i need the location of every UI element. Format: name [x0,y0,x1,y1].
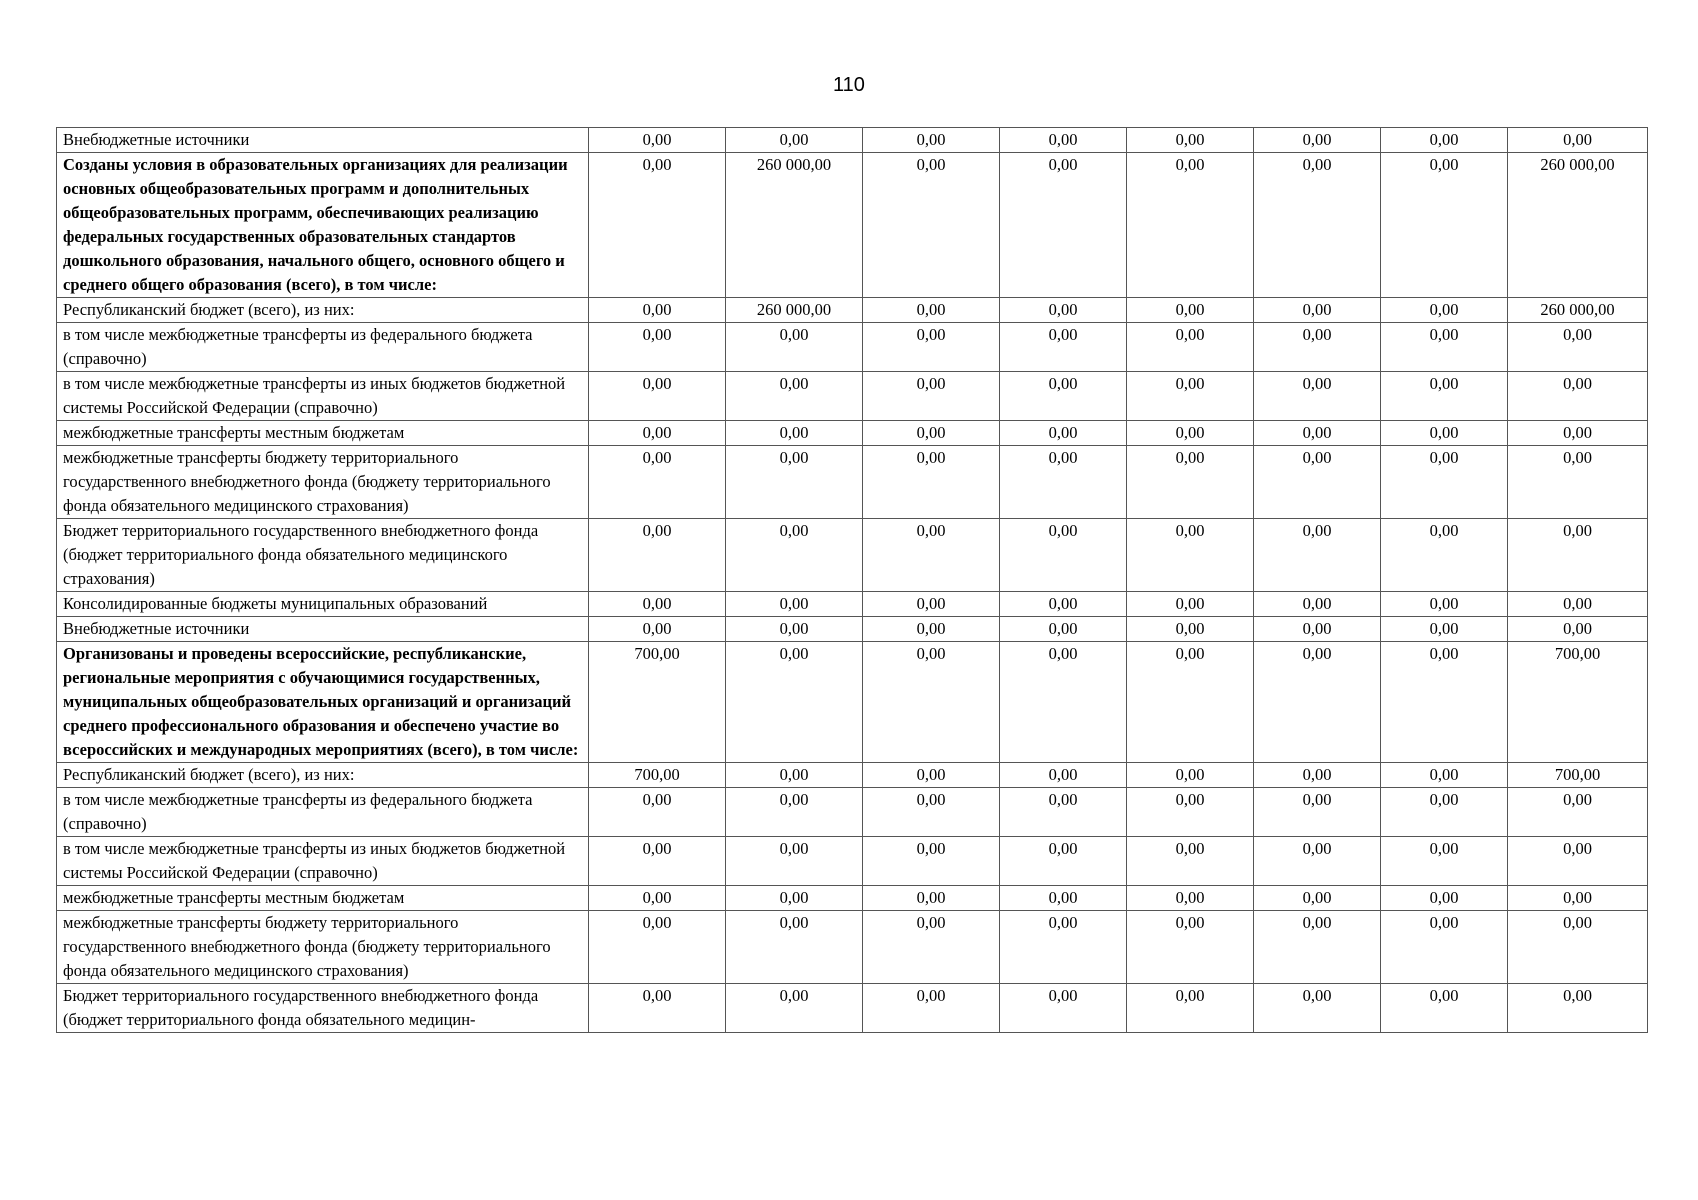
value-cell: 0,00 [1254,372,1381,421]
value-cell: 0,00 [726,372,863,421]
value-cell: 0,00 [1508,788,1648,837]
value-cell: 0,00 [1127,617,1254,642]
row-label: в том числе межбюджетные трансферты из иных бюджетов бюджетной системы Российской Федерации (справочно) [57,837,589,886]
value-cell: 0,00 [1381,984,1508,1033]
value-cell: 0,00 [1000,617,1127,642]
value-cell: 0,00 [863,886,1000,911]
value-cell: 0,00 [863,911,1000,984]
value-cell: 0,00 [589,298,726,323]
value-cell: 0,00 [1381,446,1508,519]
page-number: 110 [833,74,865,96]
value-cell: 0,00 [1381,519,1508,592]
value-cell: 0,00 [1254,153,1381,298]
value-cell: 0,00 [1127,837,1254,886]
table-row [57,298,1648,323]
value-cell: 0,00 [1000,153,1127,298]
value-cell: 0,00 [1381,763,1508,788]
value-cell: 0,00 [726,886,863,911]
value-cell: 0,00 [1000,763,1127,788]
table-row [57,911,1648,984]
value-cell: 0,00 [1127,153,1254,298]
value-cell: 0,00 [1381,642,1508,763]
value-cell: 0,00 [1127,592,1254,617]
value-cell: 0,00 [1000,984,1127,1033]
value-cell: 0,00 [1508,519,1648,592]
value-cell: 0,00 [726,984,863,1033]
value-cell: 0,00 [589,592,726,617]
value-cell: 0,00 [1000,323,1127,372]
value-cell: 0,00 [1381,323,1508,372]
value-cell: 0,00 [726,642,863,763]
value-cell: 0,00 [863,763,1000,788]
value-cell: 0,00 [1000,519,1127,592]
value-cell: 0,00 [726,911,863,984]
row-label: в том числе межбюджетные трансферты из иных бюджетов бюджетной системы Российской Федерации (справочно) [57,372,589,421]
value-cell: 0,00 [589,886,726,911]
value-cell: 0,00 [1508,128,1648,153]
value-cell: 0,00 [1381,153,1508,298]
row-label: Созданы условия в образовательных организациях для реализации основных общеобразовательных программ и дополнительных общеобразовательных программ, обеспечивающих реализацию федеральных государственных образовательных стандартов дошкольного образования, начального общего, основного общего и среднего общего образования (всего), в том числе: [57,153,589,298]
row-label: Организованы и проведены всероссийские, республиканские, региональные мероприятия с обучающимися государственных, муниципальных общеобразовательных организаций и организаций среднего профессионального образования и обеспечено участие во всероссийских и международных мероприятиях (всего), в том числе: [57,642,589,763]
value-cell: 260 000,00 [1508,298,1648,323]
value-cell: 0,00 [1254,642,1381,763]
value-cell: 0,00 [1127,886,1254,911]
value-cell: 0,00 [589,128,726,153]
value-cell: 0,00 [1254,617,1381,642]
value-cell: 0,00 [726,519,863,592]
value-cell: 260 000,00 [1508,153,1648,298]
value-cell: 0,00 [1127,372,1254,421]
value-cell: 0,00 [1000,446,1127,519]
value-cell: 0,00 [1254,984,1381,1033]
value-cell: 0,00 [1508,984,1648,1033]
row-label: межбюджетные трансферты бюджету территориального государственного внебюджетного фонда (бюджету территориального фонда обязательного медицинского страхования) [57,911,589,984]
value-cell: 0,00 [589,984,726,1033]
value-cell: 0,00 [1381,617,1508,642]
row-label: в том числе межбюджетные трансферты из федерального бюджета (справочно) [57,788,589,837]
value-cell: 0,00 [1000,592,1127,617]
value-cell: 0,00 [1508,886,1648,911]
value-cell: 0,00 [1508,446,1648,519]
value-cell: 0,00 [1254,421,1381,446]
value-cell: 0,00 [589,153,726,298]
value-cell: 0,00 [863,153,1000,298]
value-cell: 0,00 [1127,984,1254,1033]
value-cell: 0,00 [1000,421,1127,446]
value-cell: 0,00 [1127,421,1254,446]
value-cell: 0,00 [1127,298,1254,323]
value-cell: 0,00 [1254,446,1381,519]
value-cell: 0,00 [1000,788,1127,837]
value-cell: 0,00 [863,298,1000,323]
value-cell: 0,00 [1381,372,1508,421]
value-cell: 0,00 [1127,446,1254,519]
row-label: Республиканский бюджет (всего), из них: [57,298,589,323]
value-cell: 0,00 [1127,323,1254,372]
value-cell: 0,00 [863,128,1000,153]
table-row [57,446,1648,519]
table-row [57,519,1648,592]
value-cell: 0,00 [1254,763,1381,788]
value-cell: 0,00 [863,984,1000,1033]
value-cell: 0,00 [1508,372,1648,421]
value-cell: 0,00 [726,592,863,617]
table-row [57,886,1648,911]
table-row [57,617,1648,642]
value-cell: 0,00 [1381,128,1508,153]
value-cell: 0,00 [1254,298,1381,323]
budget-table-body [57,128,1648,1033]
value-cell: 0,00 [1000,886,1127,911]
value-cell: 700,00 [589,642,726,763]
value-cell: 260 000,00 [726,298,863,323]
value-cell: 0,00 [726,788,863,837]
row-label: Бюджет территориального государственного внебюджетного фонда (бюджет территориального фонда обязательного медицинского страхования) [57,519,589,592]
value-cell: 0,00 [1254,911,1381,984]
value-cell: 0,00 [589,421,726,446]
table-row [57,837,1648,886]
value-cell: 0,00 [863,421,1000,446]
value-cell: 0,00 [589,446,726,519]
value-cell: 0,00 [863,617,1000,642]
value-cell: 0,00 [1000,642,1127,763]
value-cell: 0,00 [1381,592,1508,617]
table-row [57,421,1648,446]
value-cell: 0,00 [1000,837,1127,886]
table-row [57,984,1648,1033]
value-cell: 700,00 [589,763,726,788]
value-cell: 0,00 [726,763,863,788]
table-row [57,763,1648,788]
table-row [57,153,1648,298]
value-cell: 0,00 [726,323,863,372]
value-cell: 0,00 [1381,421,1508,446]
value-cell: 0,00 [726,617,863,642]
value-cell: 0,00 [863,837,1000,886]
table-row [57,372,1648,421]
value-cell: 0,00 [1381,298,1508,323]
value-cell: 0,00 [1000,298,1127,323]
value-cell: 0,00 [863,592,1000,617]
value-cell: 700,00 [1508,642,1648,763]
value-cell: 0,00 [1381,886,1508,911]
table-row [57,128,1648,153]
value-cell: 0,00 [1254,886,1381,911]
value-cell: 0,00 [1127,128,1254,153]
value-cell: 0,00 [1254,592,1381,617]
value-cell: 0,00 [726,446,863,519]
value-cell: 0,00 [1254,128,1381,153]
value-cell: 0,00 [1381,788,1508,837]
value-cell: 0,00 [1381,911,1508,984]
value-cell: 0,00 [589,519,726,592]
value-cell: 0,00 [1000,372,1127,421]
row-label: Консолидированные бюджеты муниципальных образований [57,592,589,617]
table-row [57,592,1648,617]
row-label: Республиканский бюджет (всего), из них: [57,763,589,788]
table-row [57,642,1648,763]
table-row [57,788,1648,837]
row-label: межбюджетные трансферты местным бюджетам [57,421,589,446]
value-cell: 0,00 [726,128,863,153]
value-cell: 0,00 [1127,911,1254,984]
value-cell: 0,00 [589,617,726,642]
value-cell: 0,00 [1508,837,1648,886]
value-cell: 0,00 [1381,837,1508,886]
value-cell: 0,00 [1254,837,1381,886]
value-cell: 0,00 [1508,592,1648,617]
value-cell: 0,00 [1127,642,1254,763]
value-cell: 0,00 [863,323,1000,372]
value-cell: 0,00 [1000,128,1127,153]
value-cell: 260 000,00 [726,153,863,298]
row-label: Бюджет территориального государственного внебюджетного фонда (бюджет территориального фонда обязательного медицин- [57,984,589,1033]
value-cell: 0,00 [589,788,726,837]
value-cell: 0,00 [1508,323,1648,372]
value-cell: 0,00 [1254,323,1381,372]
value-cell: 0,00 [863,372,1000,421]
row-label: Внебюджетные источники [57,128,589,153]
value-cell: 0,00 [589,837,726,886]
value-cell: 0,00 [863,446,1000,519]
value-cell: 0,00 [863,788,1000,837]
value-cell: 0,00 [863,642,1000,763]
value-cell: 0,00 [589,372,726,421]
value-cell: 0,00 [1254,519,1381,592]
value-cell: 0,00 [589,911,726,984]
value-cell: 0,00 [1127,763,1254,788]
budget-table [56,127,1648,1033]
value-cell: 0,00 [863,519,1000,592]
value-cell: 0,00 [726,837,863,886]
value-cell: 0,00 [1254,788,1381,837]
value-cell: 700,00 [1508,763,1648,788]
value-cell: 0,00 [1508,911,1648,984]
value-cell: 0,00 [1508,421,1648,446]
value-cell: 0,00 [1508,617,1648,642]
row-label: Внебюджетные источники [57,617,589,642]
table-row [57,323,1648,372]
value-cell: 0,00 [1127,788,1254,837]
row-label: межбюджетные трансферты бюджету территориального государственного внебюджетного фонда (бюджету территориального фонда обязательного медицинского страхования) [57,446,589,519]
row-label: межбюджетные трансферты местным бюджетам [57,886,589,911]
value-cell: 0,00 [726,421,863,446]
value-cell: 0,00 [1127,519,1254,592]
value-cell: 0,00 [589,323,726,372]
value-cell: 0,00 [1000,911,1127,984]
row-label: в том числе межбюджетные трансферты из федерального бюджета (справочно) [57,323,589,372]
